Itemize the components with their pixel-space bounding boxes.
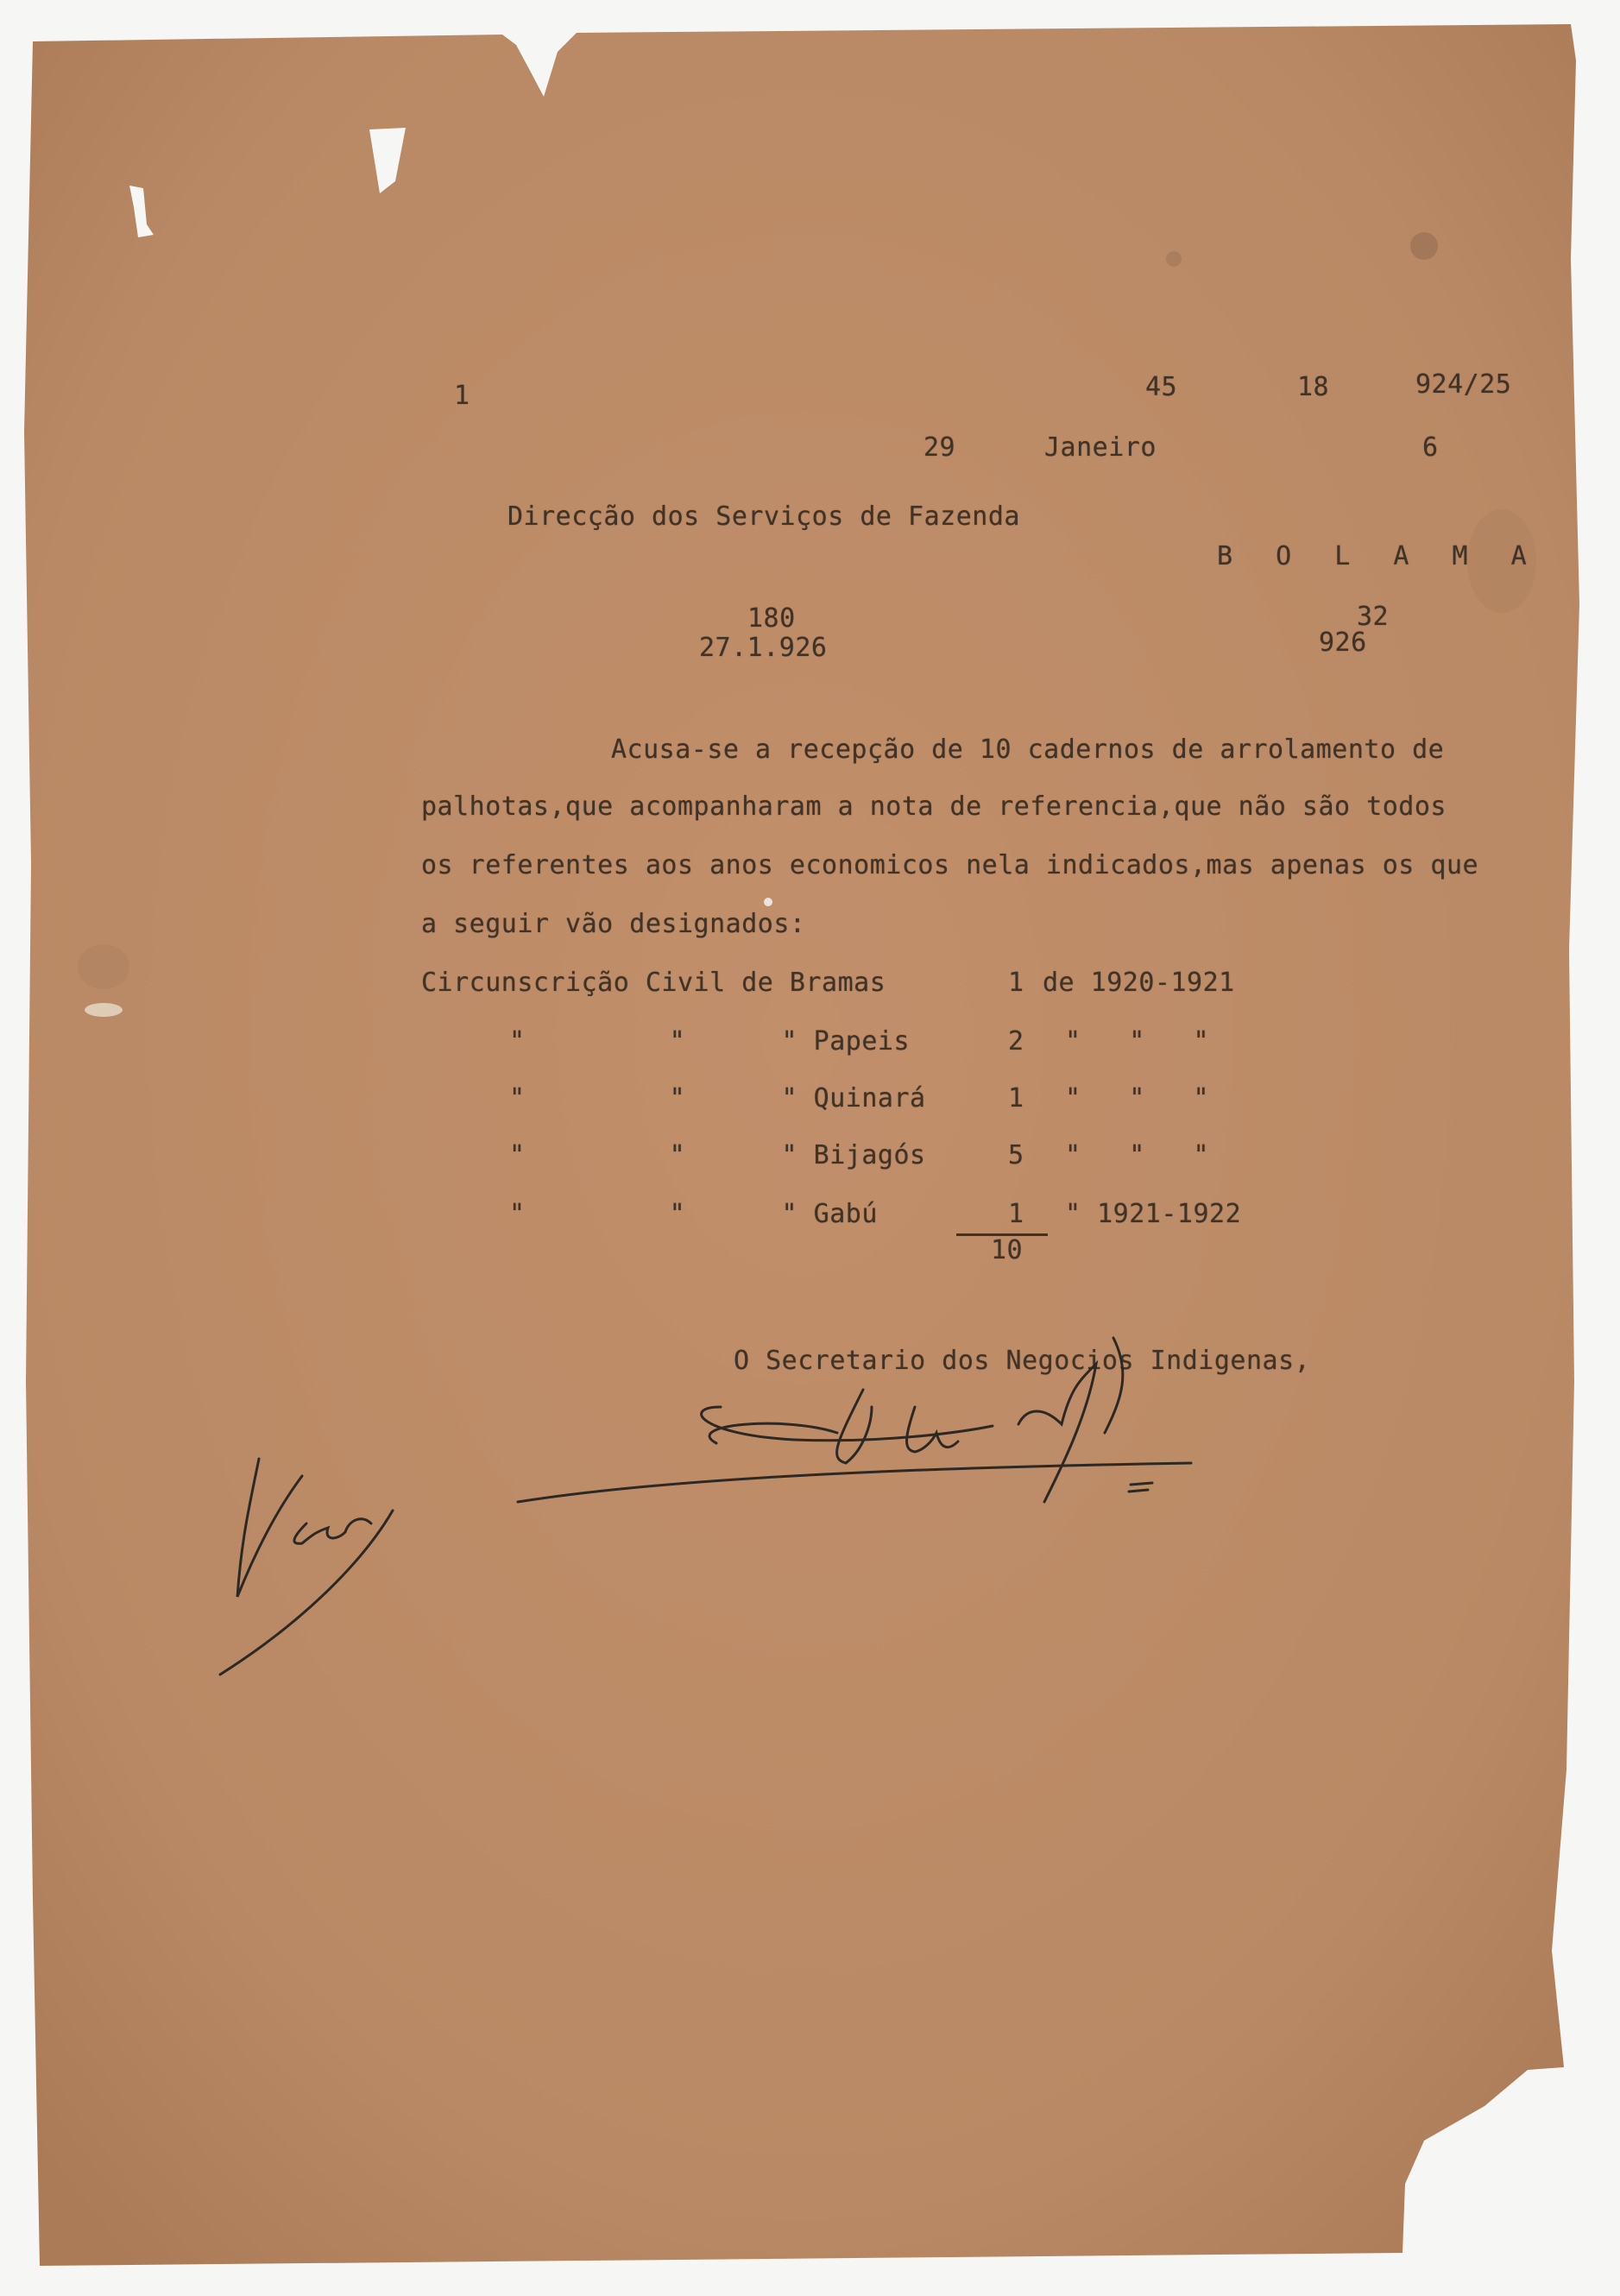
reference-col-a: 45 (1145, 372, 1178, 402)
secretary-signature (509, 1321, 1226, 1519)
stain (85, 1003, 123, 1017)
listing-period: " 1921-1922 (1065, 1199, 1242, 1229)
addressee-name: Direcção dos Serviços de Fazenda (507, 501, 1020, 532)
reference-col-c: 924/25 (1415, 369, 1512, 400)
listing-quantity: 1 (1008, 1199, 1024, 1229)
listing-circumscription: " " " Papeis (509, 1026, 911, 1057)
listing-circumscription: Circunscrição Civil de Bramas (421, 968, 886, 998)
listing-quantity: 2 (1008, 1026, 1024, 1057)
stain (78, 944, 129, 989)
listing-circumscription: " " " Bijagós (509, 1140, 926, 1170)
listing-quantity: 1 (1008, 968, 1024, 998)
stain (1166, 251, 1182, 267)
listing-period: " " " (1065, 1083, 1210, 1113)
listing-quantity: 1 (1008, 1083, 1024, 1113)
date-month: Janeiro (1044, 432, 1157, 463)
body-line: a seguir vão designados: (421, 909, 806, 939)
reference-col-b: 18 (1297, 372, 1330, 402)
our-reference-number: 32 (1357, 602, 1390, 632)
signature-title: O Secretario dos Negocios Indigenas, (734, 1346, 1311, 1376)
our-reference-year: 926 (1319, 628, 1367, 658)
reference-number: 1 (454, 381, 470, 411)
listing-quantity: 5 (1008, 1140, 1024, 1170)
date-year: 6 (1422, 432, 1439, 463)
addressee-place: B O L A M A (1217, 541, 1541, 571)
listing-period: " " " (1065, 1140, 1210, 1170)
listing-period: " " " (1065, 1026, 1210, 1057)
date-day: 29 (923, 432, 956, 463)
body-line: os referentes aos anos economicos nela indicados,mas apenas os que (421, 850, 1479, 880)
listing-circumscription: " " " Gabú (509, 1199, 878, 1229)
stain (764, 898, 772, 906)
listing-period: de 1920-1921 (1043, 968, 1235, 998)
their-reference-date: 27.1.926 (699, 633, 828, 663)
margin-initials (207, 1450, 414, 1683)
listing-total: 10 (991, 1235, 1024, 1265)
body-line: Acusa-se a recepção de 10 cadernos de arrolamento de (611, 735, 1445, 765)
stain (1410, 232, 1438, 260)
listing-circumscription: " " " Quinará (509, 1083, 926, 1113)
body-line: palhotas,que acompanharam a nota de referencia,que não são todos (421, 792, 1447, 822)
their-reference-number: 180 (747, 603, 796, 634)
